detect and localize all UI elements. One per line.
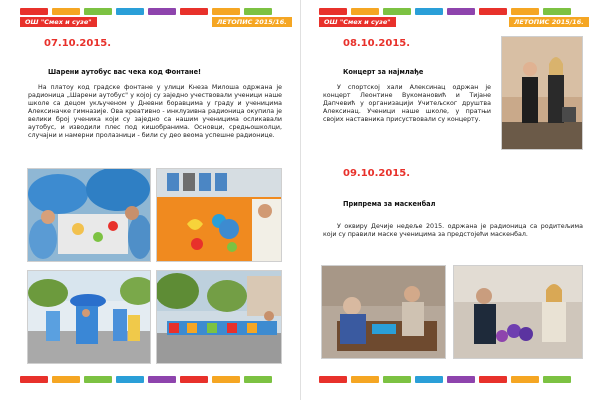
entry-title-masks: Припрема за маскенбал [343, 200, 436, 208]
stripe-segment [415, 8, 443, 15]
stripe-segment [415, 376, 443, 383]
stripe-segment [52, 8, 80, 15]
photo-street-group-image [157, 271, 282, 364]
entry-date-masks: 09.10.2015. [343, 168, 411, 179]
photo-parents-crafting-image [454, 266, 583, 359]
stripe-segment [20, 376, 48, 383]
stripe-segment [447, 8, 475, 15]
entry-body-masks: У оквиру Дечије недеље 2015. одржана је радионица са родитељима који су правили маске ученицима за предстојећи маскенбал. [323, 223, 583, 239]
photo-painted-bus-image [157, 169, 282, 262]
stripe-segment [244, 8, 272, 15]
photo-painted-bus [156, 168, 282, 262]
photo-umbrella-parade [27, 270, 151, 364]
stripe-segment [383, 8, 411, 15]
photo-parents-making-masks-image [322, 266, 446, 359]
stripe-segment [84, 376, 112, 383]
photo-children-painting [27, 168, 151, 262]
stripe-segment [479, 376, 507, 383]
photo-umbrella-parade-image [28, 271, 151, 364]
stripe-segment [20, 8, 48, 15]
stripe-segment [319, 8, 347, 15]
school-name-label: ОШ "Смех и сузе" [319, 17, 396, 27]
top-color-stripe [319, 8, 571, 15]
stripe-segment [116, 376, 144, 383]
stripe-segment [543, 8, 571, 15]
entry-title: Шарени аутобус вас чека код Фонтане! [48, 68, 202, 76]
stripe-segment [180, 376, 208, 383]
stripe-segment [84, 8, 112, 15]
entry-body-concert: У спортској хали Алексинац одржан је концерт Леонтине Вукомановић и Тијане Дапчевић у организацији Учитељског друштва Алексинац. Ученици наше школе, у пратњи својих наставника присуствовали су концерту. [323, 84, 491, 124]
right-page [300, 0, 600, 400]
stripe-segment [543, 376, 571, 383]
stripe-segment [148, 8, 176, 15]
photo-parents-crafting [453, 265, 583, 359]
stripe-segment [244, 376, 272, 383]
stripe-segment [511, 8, 539, 15]
photo-concert-stage-image [502, 37, 583, 150]
stripe-segment [212, 8, 240, 15]
chronicle-label: ЛЕТОПИС 2015/16. [212, 17, 292, 27]
stripe-segment [180, 8, 208, 15]
stripe-segment [116, 8, 144, 15]
stripe-segment [319, 376, 347, 383]
stripe-segment [52, 376, 80, 383]
entry-date-concert: 08.10.2015. [343, 38, 411, 49]
stripe-segment [212, 376, 240, 383]
school-name-label: ОШ "Смех и сузе" [20, 17, 97, 27]
photo-children-painting-image [28, 169, 151, 262]
bottom-color-stripe [319, 376, 571, 383]
photo-street-group [156, 270, 282, 364]
stripe-segment [351, 376, 379, 383]
photo-parents-making-masks [321, 265, 446, 359]
entry-body: На платоу код градске фонтане у улици Кнеза Милоша одржана је радионица „Шарени аутобус" у којој су заједно учествовали ученици наше школе са децом укљученом у Дневни боравцима у граду и ученицима Алексиначке гимназије. Ова креативно - инклузивна радионица окупила је велики број ученика који су заједно са нашим ученицима осликавали аутобус, и изводили плес под кишобранима. Основци, средњошколци, случајни и намерни пролазници - били су део веома успешне радионице. [28, 84, 282, 140]
chronicle-label: ЛЕТОПИС 2015/16. [509, 17, 589, 27]
stripe-segment [351, 8, 379, 15]
stripe-segment [479, 8, 507, 15]
stripe-segment [511, 376, 539, 383]
stripe-segment [148, 376, 176, 383]
top-color-stripe [20, 8, 272, 15]
entry-title-concert: Концерт за најмлађе [343, 68, 424, 76]
bottom-color-stripe [20, 376, 272, 383]
stripe-segment [383, 376, 411, 383]
photo-concert-stage [501, 36, 583, 150]
stripe-segment [447, 376, 475, 383]
entry-date: 07.10.2015. [44, 38, 112, 49]
